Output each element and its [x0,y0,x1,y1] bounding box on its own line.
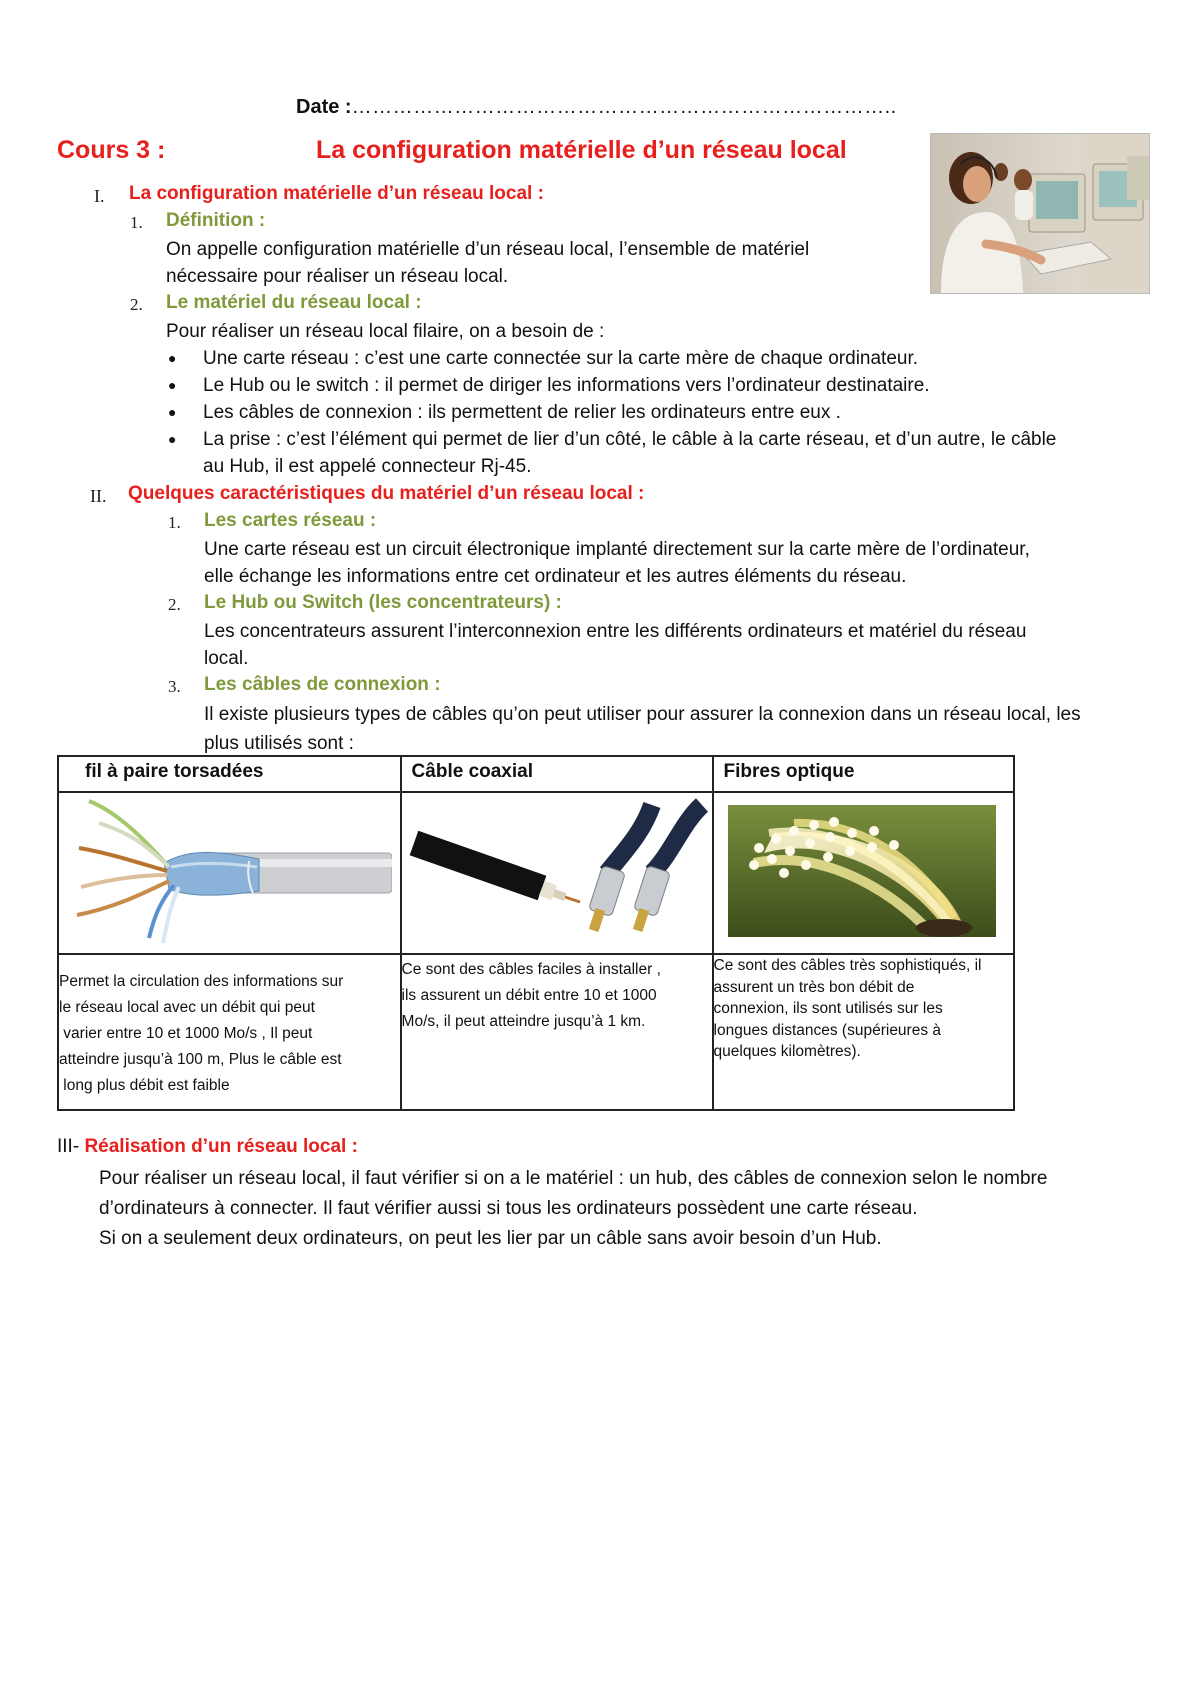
table-row-images [58,792,1014,954]
hub-text: Les concentrateurs assurent l’interconnexion entre les différents ordinateurs et matériel du réseau local. [204,621,1027,669]
cables-table [57,755,1015,1111]
students-computers-photo [930,133,1150,294]
sub-2-3-number: 3. [168,677,181,696]
table-header-row [58,756,1014,792]
bullet-icon: ● [168,404,177,420]
sub-2-3-heading: Les câbles de connexion : [204,674,441,695]
date-label: Date : [296,96,352,118]
section-1-numeral: I. [94,186,105,206]
list-item: ● Une carte réseau : c’est une carte connectée sur la carte mère de chaque ordinateur. [166,345,1166,372]
twisted-pair-description: Permet la circulation des informations sur le réseau local avec un débit qui peut varier entre 10 et 1000 Mo/s , Il peut atteindre jusqu’à 100 m, Plus le câble est long plus débit est faible [58,954,401,1110]
column-header-twisted-pair: fil à paire torsadées [58,756,401,792]
materials-list [166,345,1166,480]
date-line [296,96,897,119]
definition-line: nécessaire pour réaliser un réseau local. [166,266,509,287]
course-number: Cours 3 : [57,136,166,164]
list-item: ● Le Hub ou le switch : il permet de diriger les informations vers l’ordinateur destinataire. [166,372,1166,399]
bullet-icon: ● [168,350,177,366]
section-3-prefix: III- [57,1136,80,1157]
coaxial-cable-image [401,792,713,954]
section-3-heading-line [57,1136,358,1158]
sub-1-2-heading: Le matériel du réseau local : [166,292,422,313]
definition-text [166,236,926,290]
cables-text: Il existe plusieurs types de câbles qu’on peut utiliser pour assurer la connexion dans un réseau local, les plus utilisés sont : [204,704,1081,754]
coaxial-description: Ce sont des câbles faciles à installer , ils assurent un débit entre 10 et 1000 Mo/s, il peut atteindre jusqu’à 1 km. [401,954,713,1110]
bullet-icon: ● [168,377,177,393]
sub-2-1-heading: Les cartes réseau : [204,510,377,531]
twisted-pair-image [58,792,401,954]
bullet-icon: ● [168,431,177,447]
sub-2-2-number: 2. [168,595,181,614]
section-3-text: Pour réaliser un réseau local, il faut vérifier si on a le matériel : un hub, des câbles de connexion selon le nombre d’ordinateurs à connecter. Il faut vérifier aussi si tous les ordinateurs possèdent une carte réseau. Si on a seulement deux ordinateurs, on peut les lier par un câble sans avoir besoin d’un Hub. [99,1168,1048,1249]
sub-1-2-number: 2. [130,295,143,314]
section-3-heading: Réalisation d’un réseau local : [84,1136,358,1157]
list-item: ● La prise : c’est l’élément qui permet de lier d’un côté, le câble à la carte réseau, et d’un autre, le câble [166,426,1166,453]
list-item: ● Les câbles de connexion : ils permettent de relier les ordinateurs entre eux . [166,399,1166,426]
sub-1-1-heading: Définition : [166,210,266,231]
list-item-continuation: au Hub, il est appelé connecteur Rj-45. [203,456,532,477]
materials-intro: Pour réaliser un réseau local filaire, on a besoin de : [166,321,605,342]
table-row-descriptions [58,954,1014,1110]
column-header-fiber: Fibres optique [713,756,1014,792]
definition-line: On appelle configuration matérielle d’un réseau local, l’ensemble de matériel [166,239,810,260]
fiber-description: Ce sont des câbles très sophistiqués, il assurent un très bon débit de connexion, ils sont utilisés sur les longues distances (supérieures à quelques kilomètres). [713,954,1014,1110]
date-dots: …………………………………………………………………….. [351,96,897,118]
column-header-coaxial: Câble coaxial [401,756,713,792]
section-1-heading: La configuration matérielle d’un réseau local : [129,183,544,204]
sub-2-2-heading: Le Hub ou Switch (les concentrateurs) : [204,592,562,613]
fiber-optic-image [713,792,1014,954]
section-2-heading: Quelques caractéristiques du matériel d’un réseau local : [128,483,645,504]
section-2-numeral: II. [90,486,107,506]
sub-2-1-number: 1. [168,513,181,532]
page-title: La configuration matérielle d’un réseau local [316,136,847,164]
sub-1-1-number: 1. [130,213,143,232]
network-card-text: Une carte réseau est un circuit électronique implanté directement sur la carte mère de l’ordinateur, elle échange les informations entre cet ordinateur et les autres éléments du réseau. [204,539,1030,587]
